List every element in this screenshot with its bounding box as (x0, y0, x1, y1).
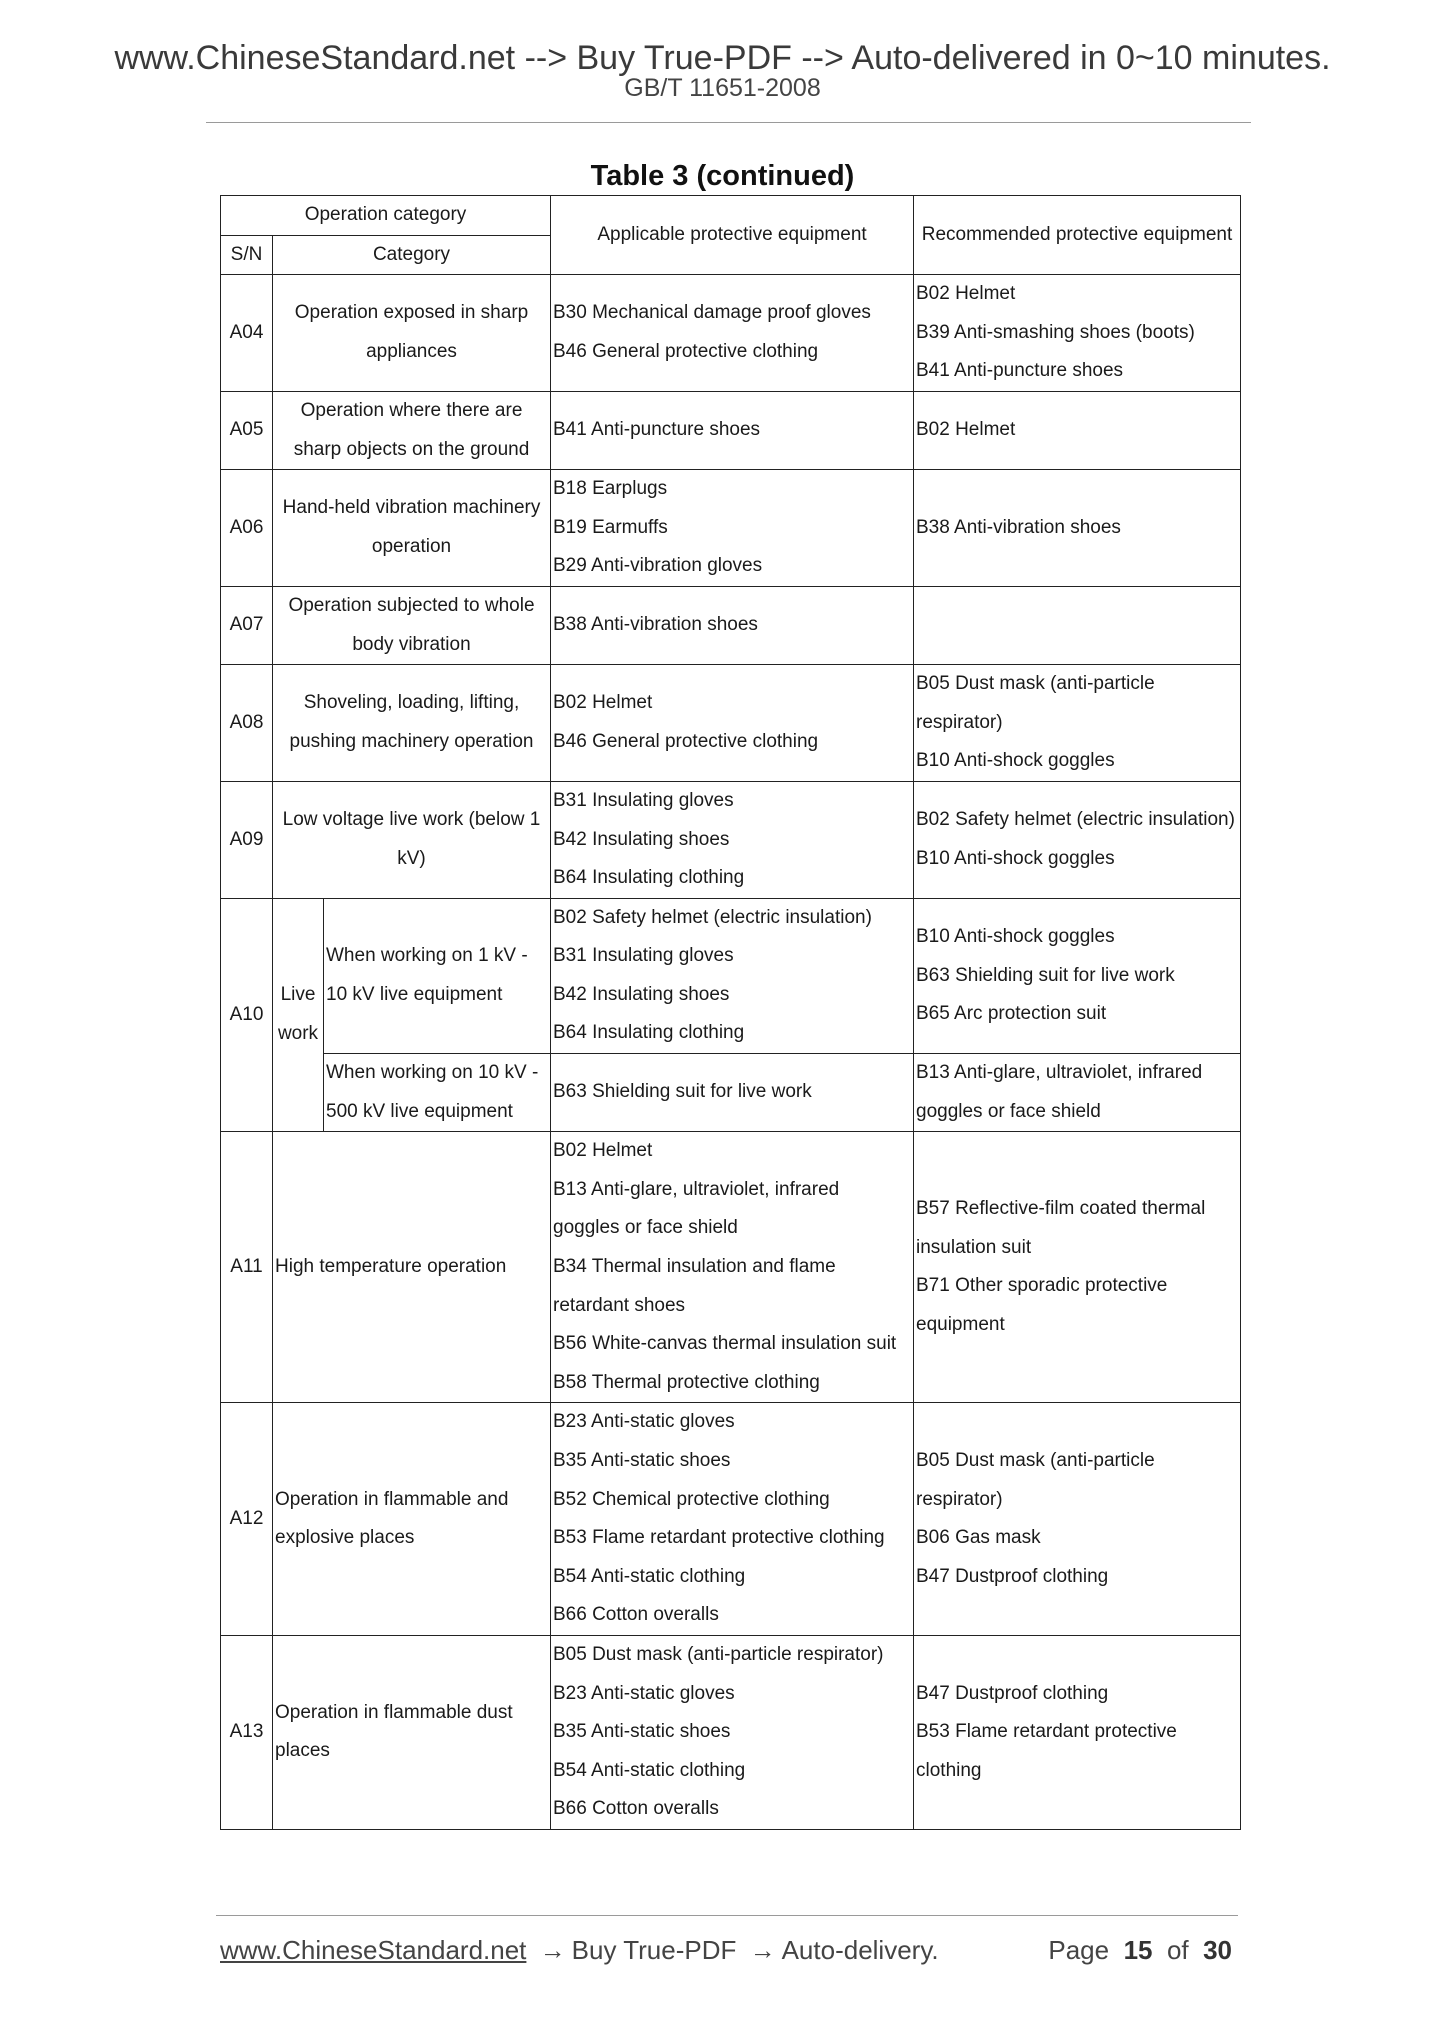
equipment-item: B63 Shielding suit for live work (553, 1081, 812, 1103)
recommended-cell (914, 1403, 1241, 1636)
category-cell: When working on 10 kV - 500 kV live equipment (324, 1054, 551, 1132)
equipment-item: B13 Anti-glare, ultraviolet, infrared goggles or face shield (553, 1178, 840, 1239)
header-applicable: Applicable protective equipment (551, 196, 914, 275)
equipment-item: B05 Dust mask (anti-particle respirator) (916, 1450, 1155, 1510)
page-current: 15 (1123, 1935, 1153, 1965)
sn-cell: A11 (221, 1132, 273, 1403)
sn-cell: A13 (221, 1635, 273, 1829)
equipment-item: B47 Dustproof clothing (916, 1682, 1109, 1704)
applicable-cell (551, 586, 914, 664)
equipment-item: B29 Anti-vibration gloves (553, 555, 763, 577)
equipment-item: B66 Cotton overalls (553, 1604, 719, 1626)
footer-divider (216, 1915, 1238, 1916)
equipment-item: B18 Earplugs (553, 478, 668, 500)
standard-number: GB/T 11651-2008 (624, 74, 821, 102)
equipment-item: B02 Helmet (553, 1140, 653, 1162)
table-row (221, 1054, 1241, 1132)
equipment-item: B63 Shielding suit for live work (916, 964, 1175, 986)
category-cell: Hand-held vibration machinery operation (273, 470, 551, 587)
of-word: of (1166, 1935, 1189, 1965)
equipment-item: B64 Insulating clothing (553, 867, 745, 889)
live-work-cell: Live work (273, 898, 324, 1132)
applicable-cell (551, 781, 914, 898)
equipment-item: B52 Chemical protective clothing (553, 1488, 830, 1510)
equipment-item: B57 Reflective-film coated thermal insulation suit (916, 1198, 1206, 1258)
equipment-item: B47 Dustproof clothing (916, 1565, 1109, 1587)
applicable-cell (551, 391, 914, 469)
table-row (221, 1635, 1241, 1829)
sn-cell: A12 (221, 1403, 273, 1636)
equipment-item: B31 Insulating gloves (553, 789, 734, 811)
equipment-item: B56 White-canvas thermal insulation suit (553, 1333, 897, 1355)
equipment-item: B31 Insulating gloves (553, 945, 734, 967)
recommended-cell (914, 898, 1241, 1053)
table-row (221, 1132, 1241, 1403)
applicable-cell (551, 470, 914, 587)
equipment-item: B10 Anti-shock goggles (916, 750, 1115, 772)
header-operation-category: Operation category (221, 196, 551, 236)
recommended-cell (914, 1132, 1241, 1403)
equipment-item: B05 Dust mask (anti-particle respirator) (916, 673, 1155, 733)
equipment-item: B23 Anti-static gloves (553, 1682, 735, 1704)
arrow-right-icon: → (749, 1935, 776, 1965)
equipment-item: B10 Anti-shock goggles (916, 925, 1115, 947)
equipment-item: B64 Insulating clothing (553, 1022, 745, 1044)
sn-cell: A05 (221, 391, 273, 469)
page-footer (220, 1932, 1232, 1968)
category-cell: Low voltage live work (below 1 kV) (273, 781, 551, 898)
page-indicator (1048, 1932, 1232, 1968)
equipment-item: B34 Thermal insulation and flame retardant shoes (553, 1256, 836, 1316)
category-cell: High temperature operation (273, 1132, 551, 1403)
sn-cell: A06 (221, 470, 273, 587)
equipment-item: B02 Helmet (916, 283, 1016, 305)
equipment-item: B46 General protective clothing (553, 731, 819, 753)
equipment-item: B66 Cotton overalls (553, 1798, 719, 1820)
recommended-cell (914, 586, 1241, 664)
applicable-cell (551, 1403, 914, 1636)
equipment-item: B02 Safety helmet (electric insulation) (553, 906, 872, 928)
equipment-item: B42 Insulating shoes (553, 983, 730, 1005)
equipment-item: B02 Safety helmet (electric insulation) (916, 809, 1235, 831)
equipment-item: B41 Anti-puncture shoes (553, 419, 761, 441)
category-cell: Operation exposed in sharp appliances (273, 275, 551, 392)
header-category: Category (273, 235, 551, 275)
sn-cell: A08 (221, 665, 273, 782)
sn-cell: A10 (221, 898, 273, 1132)
equipment-item: B02 Helmet (553, 692, 653, 714)
equipment-item: B54 Anti-static clothing (553, 1759, 746, 1781)
recommended-cell (914, 275, 1241, 392)
table-row (221, 275, 1241, 392)
sn-cell: A09 (221, 781, 273, 898)
equipment-item: B38 Anti-vibration shoes (916, 516, 1121, 538)
equipment-item: B46 General protective clothing (553, 341, 819, 363)
equipment-item: B19 Earmuffs (553, 516, 668, 538)
category-cell: Operation in flammable and explosive places (273, 1403, 551, 1636)
category-cell: Operation subjected to whole body vibration (273, 586, 551, 664)
footer-delivery-text: Auto-delivery. (781, 1935, 939, 1965)
promo-banner: www.ChineseStandard.net --> Buy True-PDF --> Auto-delivered in 0~10 minutes. (114, 39, 1331, 77)
recommended-cell (914, 1635, 1241, 1829)
applicable-cell (551, 1132, 914, 1403)
table-title: Table 3 (continued) (590, 160, 855, 192)
category-cell: When working on 1 kV - 10 kV live equipment (324, 898, 551, 1053)
applicable-cell (551, 275, 914, 392)
recommended-cell (914, 1054, 1241, 1132)
recommended-cell (914, 391, 1241, 469)
equipment-item: B53 Flame retardant protective clothing (553, 1527, 885, 1549)
equipment-item: B13 Anti-glare, ultraviolet, infrared goggles or face shield (916, 1062, 1203, 1122)
recommended-cell (914, 781, 1241, 898)
applicable-cell (551, 898, 914, 1053)
recommended-cell (914, 665, 1241, 782)
table-row (221, 898, 1241, 1053)
applicable-cell (551, 1635, 914, 1829)
header-row (221, 196, 1241, 236)
table-row (221, 1403, 1241, 1636)
equipment-item: B10 Anti-shock goggles (916, 847, 1115, 869)
table-row (221, 781, 1241, 898)
table-row (221, 470, 1241, 587)
equipment-item: B35 Anti-static shoes (553, 1721, 731, 1743)
equipment-item: B23 Anti-static gloves (553, 1411, 735, 1433)
header-sn: S/N (221, 235, 273, 275)
recommended-cell (914, 470, 1241, 587)
applicable-cell (551, 665, 914, 782)
table-row (221, 665, 1241, 782)
sn-cell: A07 (221, 586, 273, 664)
equipment-item: B38 Anti-vibration shoes (553, 614, 758, 636)
applicable-cell (551, 1054, 914, 1132)
equipment-item: B35 Anti-static shoes (553, 1450, 731, 1471)
category-cell: Shoveling, loading, lifting, pushing machinery operation (273, 665, 551, 782)
page-word: Page (1048, 1935, 1110, 1965)
protective-equipment-table (220, 195, 1241, 1830)
arrow-right-icon: → (539, 1935, 566, 1965)
equipment-item: B65 Arc protection suit (916, 1003, 1107, 1025)
footer-buy-text: Buy True-PDF (571, 1935, 737, 1965)
table-row (221, 391, 1241, 469)
table-row (221, 586, 1241, 664)
equipment-item: B53 Flame retardant protective clothing (916, 1721, 1177, 1781)
category-cell: Operation where there are sharp objects on the ground (273, 391, 551, 469)
category-cell: Operation in flammable dust places (273, 1635, 551, 1829)
footer-link[interactable] (220, 1932, 939, 1968)
header-divider (206, 122, 1251, 123)
equipment-item: B71 Other sporadic protective equipment (916, 1275, 1168, 1335)
footer-site-link[interactable]: www.ChineseStandard.net (220, 1935, 527, 1965)
equipment-item: B42 Insulating shoes (553, 828, 730, 850)
page-total: 30 (1203, 1935, 1232, 1965)
equipment-item: B06 Gas mask (916, 1527, 1041, 1549)
equipment-item: B05 Dust mask (anti-particle respirator) (553, 1643, 884, 1665)
equipment-item: B30 Mechanical damage proof gloves (553, 302, 871, 324)
equipment-item: B54 Anti-static clothing (553, 1565, 746, 1587)
header-recommended: Recommended protective equipment (914, 196, 1241, 275)
sn-cell: A04 (221, 275, 273, 392)
equipment-item: B02 Helmet (916, 419, 1016, 441)
equipment-item: B39 Anti-smashing shoes (boots) (916, 321, 1195, 343)
equipment-item: B41 Anti-puncture shoes (916, 360, 1124, 382)
equipment-item: B58 Thermal protective clothing (553, 1371, 820, 1393)
